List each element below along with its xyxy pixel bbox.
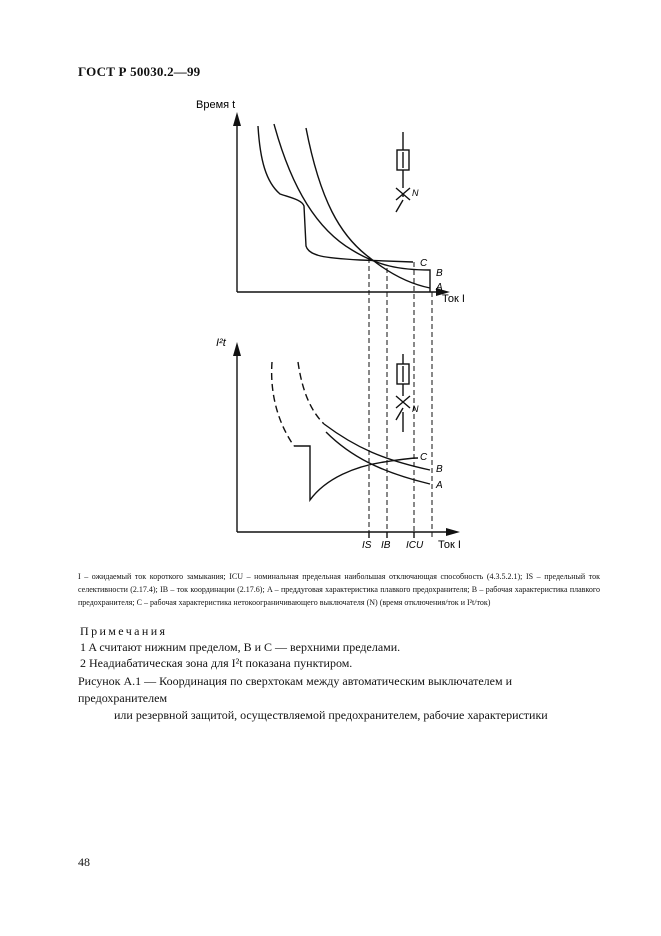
bottom-curve-c-dashed (272, 362, 294, 446)
bottom-x-label: Ток I (438, 539, 461, 551)
document-header: ГОСТ Р 50030.2—99 (78, 64, 201, 79)
tick-label-ib: IB (381, 540, 391, 551)
top-label-a: A (436, 282, 443, 293)
tick-label-is: IS (362, 540, 372, 551)
top-device-wire (396, 132, 410, 212)
page-number: 48 (78, 855, 90, 869)
top-x-label: Ток I (442, 293, 465, 305)
notes-title: Примечания (80, 624, 168, 638)
tick-label-icu: ICU (406, 540, 424, 551)
top-label-b: B (436, 268, 443, 279)
bottom-y-arrow (233, 342, 241, 356)
figure-caption (78, 673, 598, 724)
bottom-curve-b-dashed (298, 362, 324, 424)
bottom-device-wire (396, 354, 410, 432)
bottom-label-b: B (436, 464, 443, 475)
top-curve-b (274, 124, 430, 292)
caption-line-2: или резервной защитой, осуществляемой предохранителем, рабочие характеристики (114, 708, 548, 722)
top-curve-a (306, 128, 430, 288)
caption-line-1: Рисунок А.1 — Координация по сверхтокам между автоматическим выключателем и предохранителем (78, 674, 512, 705)
figure-legend: I – ожидаемый ток короткого замыкания; ICU – номинальная предельная наибольшая отключающая способность (4.3.5.2.1); IS – предельный ток селективности (2.17.4); IB – ток координации (2.17.6); A – преддуговая характеристика плавкого предохранителя; B – рабочая характеристика плавкого предохранителя; C – рабочая характеристика нетокоограничивающего выключателя (N) (время отключения/ток и I²t/ток) (78, 572, 600, 607)
bottom-label-a: A (436, 480, 443, 491)
note-1: 1 A считают нижним пределом, B и C — верхними пределами. (80, 640, 401, 654)
bottom-y-label: I²t (216, 337, 226, 349)
bottom-curve-c (294, 446, 418, 500)
top-device-label: N (412, 188, 419, 198)
bottom-device-label: N (412, 404, 419, 414)
top-y-label: Время t (196, 99, 236, 111)
top-label-c: C (420, 258, 428, 269)
top-y-arrow (233, 112, 241, 126)
note-2: 2 Неадиабатическая зона для I²t показана пунктиром. (80, 656, 353, 670)
bottom-x-arrow (446, 528, 460, 536)
bottom-label-c: C (420, 452, 428, 463)
